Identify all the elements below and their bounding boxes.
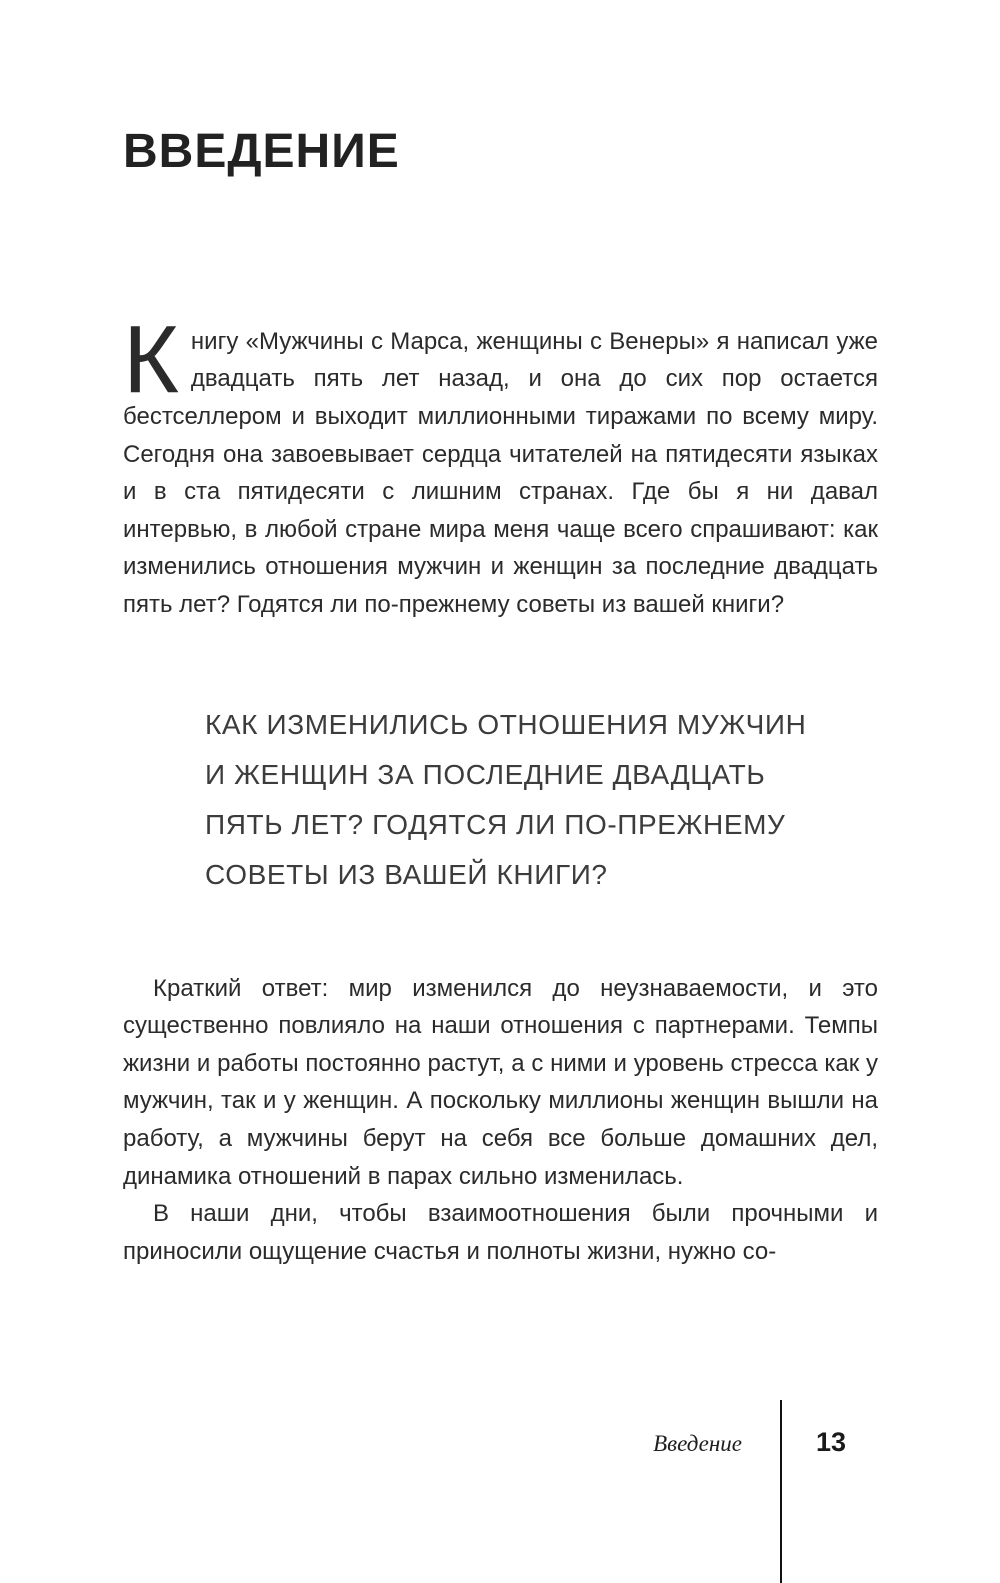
- body-paragraph: Краткий ответ: мир изменился до неузнаваемости, и это существенно повлияло на наши отношения с партнерами. Темпы жизни и работы постоянно растут, а с ними и уровень стресса как у мужчин, так и у женщин. А поскольку миллионы женщин вышли на работу, а мужчины берут на себя все больше домашних дел, динамика отношений в парах сильно изменилась.: [123, 974, 878, 1190]
- body-paragraph: В наши дни, чтобы взаимоотношения были прочными и приносили ощущение счастья и полноты жизни, нужно со-: [123, 1200, 878, 1265]
- intro-paragraph: [123, 305, 878, 624]
- footer-divider-line: [780, 1400, 782, 1583]
- intro-paragraph-text: нигу «Мужчины с Марса, женщины с Венеры» я написал уже двадцать пять лет назад, и она до сих пор остается бестселлером и выходит миллионными тиражами по всему миру. Сегодня она завоевывает сердца читателей на пятидесяти языках и в ста пятидесяти с лишним странах. Где бы я ни давал интервью, в любой стране мира меня чаще всего спрашивают: как изменились отношения мужчин и женщин за последние двадцать пять лет? Годятся ли по-прежнему советы из вашей книги?: [123, 327, 878, 618]
- text-column: [123, 0, 878, 1270]
- footer-section-label: Введение: [653, 1431, 742, 1456]
- drop-cap: К: [123, 305, 179, 413]
- chapter-title: ВВЕДЕНИЕ: [123, 125, 400, 178]
- page-number: 13: [816, 1427, 847, 1457]
- section-heading: КАК ИЗМЕНИЛИСЬ ОТНОШЕНИЯ МУЖЧИН И ЖЕНЩИН ЗА ПОСЛЕДНИЕ ДВАДЦАТЬ ПЯТЬ ЛЕТ? ГОДЯТСЯ ЛИ ПО-ПРЕЖНЕМУ СОВЕТЫ ИЗ ВАШЕЙ КНИГИ?: [205, 708, 807, 890]
